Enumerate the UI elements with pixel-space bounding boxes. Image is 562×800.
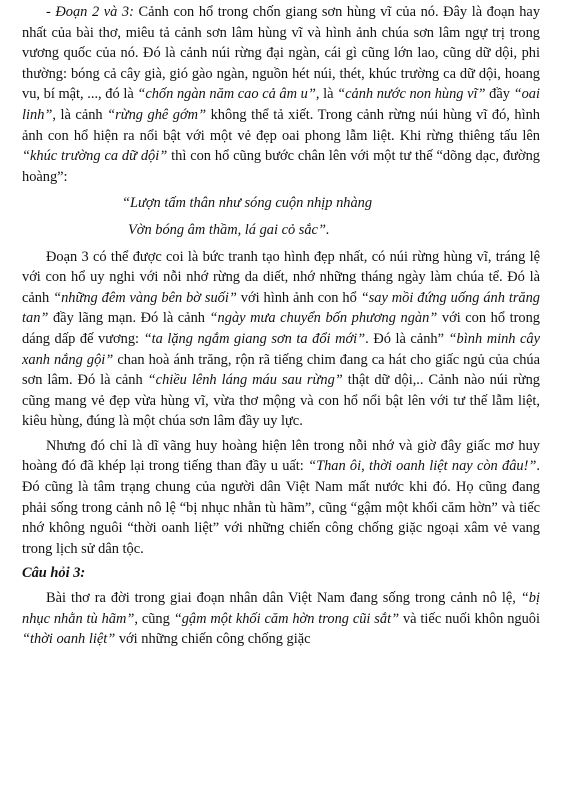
italic-quote: “khúc trường ca dữ dội”	[22, 148, 168, 165]
paragraph-section-2-3	[22, 2, 540, 187]
text-run: Nhưng đó chỉ là dĩ vãng huy hoàng hiện lên trong nỗi nhớ và giờ đây giấc mơ huy hoàng đó đã khép lại trong tiếng than đầy u uất:	[22, 437, 540, 475]
italic-quote: “chốn ngàn năm cao cả âm u”	[137, 86, 316, 103]
italic-quote: “gậm một khối căm hờn trong cũi sắt”	[173, 610, 400, 627]
question-3-heading: Câu hỏi 3:	[22, 565, 86, 582]
text-run: Cảnh con hổ trong chốn giang sơn hùng vĩ của nó. Đây là đoạn hay nhất của bài thơ, miêu tả cảnh sơn lâm hùng vĩ và hình ảnh chúa sơn lâm ngự trị trong vương quốc của nó. Đó là cảnh núi rừng đại ngàn, cái gì cũng lớn lao, cũng dữ dội, phi thường: bóng cả cây già, gió gào ngàn, nguồn hét núi, thét, khúc trường ca dữ dội, hoang vu, bí mật, ..., đó là	[22, 4, 541, 103]
paragraph-conclusion	[22, 436, 540, 560]
text-run: với con hổ trong dáng dấp đế vương:	[22, 310, 540, 347]
italic-quote: “bình minh cây xanh nắng gội”	[22, 330, 541, 368]
poem-line-1: “Lượn tấm thân như sóng cuộn nhịp nhàng	[122, 195, 373, 212]
italic-quote: “bị nhục nhằn tù hãm”	[22, 590, 540, 627]
italic-quote: “cảnh nước non hùng vĩ”	[337, 86, 486, 103]
text-run: không thể tả xiết. Trong cảnh rừng núi hùng vĩ đó, hình ảnh con hổ hiện ra nổi bật với một vẻ đẹp oai phong lẫm liệt. Khi rừng thiêng tấu lên	[22, 106, 540, 144]
text-run: với những chiến công chống giặc	[115, 631, 311, 648]
text-run: Đoạn 3 có thể được coi là bức tranh tạo hình đẹp nhất, có núi rừng hùng vĩ, tráng lệ với con hổ uy nghi với nỗi nhớ rừng da diết, nhớ những tháng ngày làm chúa tể. Đó là cảnh	[22, 248, 540, 306]
text-run: và tiếc nuối khôn nguôi	[399, 610, 540, 627]
paragraph-section-3	[22, 247, 540, 432]
text-run: với hình ảnh con hổ	[236, 289, 361, 306]
italic-quote: “những đêm vàng bên bờ suối”	[53, 289, 237, 306]
italic-quote: “Than ôi, thời oanh liệt nay còn đâu!”	[308, 458, 537, 475]
text-run: đầy	[485, 86, 514, 103]
text-run: , là	[315, 86, 338, 103]
poem-line-2: Vờn bóng âm thầm, lá gai cỏ sắc”.	[128, 221, 330, 238]
text-run: -	[46, 4, 56, 20]
text-run: chan hoà ánh trăng, rộn rã tiếng chim đang ca hát cho giấc ngủ của chúa sơn lâm. Đó là cảnh	[22, 351, 541, 389]
text-run: . Đó cũng là tâm trạng chung của người dân Việt Nam mất nước khi đó. Họ cũng đang phải sống trong cảnh nô lệ “bị nhục nhằn tù hãm”, cũng “gậm một khối căm hờn” và tiếc nhớ không nguôi “thời oanh liệt” với những chiến công chống giặc ngoại xâm vẻ vang trong lịch sử dân tộc.	[22, 458, 540, 557]
italic-quote: “chiều lênh láng máu sau rừng”	[147, 372, 343, 389]
text-run: thật dữ dội,.. Cảnh nào núi rừng cũng mang vẻ đẹp vừa hùng vĩ, vừa thơ mộng và con hổ nổi bật lên với tư thế lẫm liệt, kiêu hùng, đúng là một chúa sơn lâm đầy uy lực.	[22, 372, 540, 430]
italic-quote: “rừng ghê gớm”	[107, 106, 207, 123]
text-run: Bài thơ ra đời trong giai đoạn nhân dân Việt Nam đang sống trong cảnh nô lệ,	[46, 590, 521, 607]
italic-quote: Đoạn 2 và 3:	[55, 4, 134, 20]
paragraph-question-3-answer	[22, 588, 540, 650]
text-run: , cũng	[134, 610, 174, 627]
text-run: thì con hổ cũng bước chân lên với một tư thế “dõng dạc, đường hoàng”:	[22, 148, 540, 185]
italic-quote: “thời oanh liệt”	[22, 631, 116, 648]
italic-quote: “ta lặng ngắm giang sơn ta đổi mới”	[143, 330, 366, 347]
text-run: , là cảnh	[52, 106, 108, 123]
italic-quote: “oai linh”	[22, 86, 540, 123]
text-run: . Đó là cảnh”	[365, 330, 449, 347]
italic-quote: “ngày mưa chuyển bốn phương ngàn”	[209, 310, 438, 327]
italic-quote: “say mồi đứng uống ánh trăng tan”	[22, 289, 541, 327]
text-run: đầy lãng mạn. Đó là cảnh	[48, 310, 210, 327]
